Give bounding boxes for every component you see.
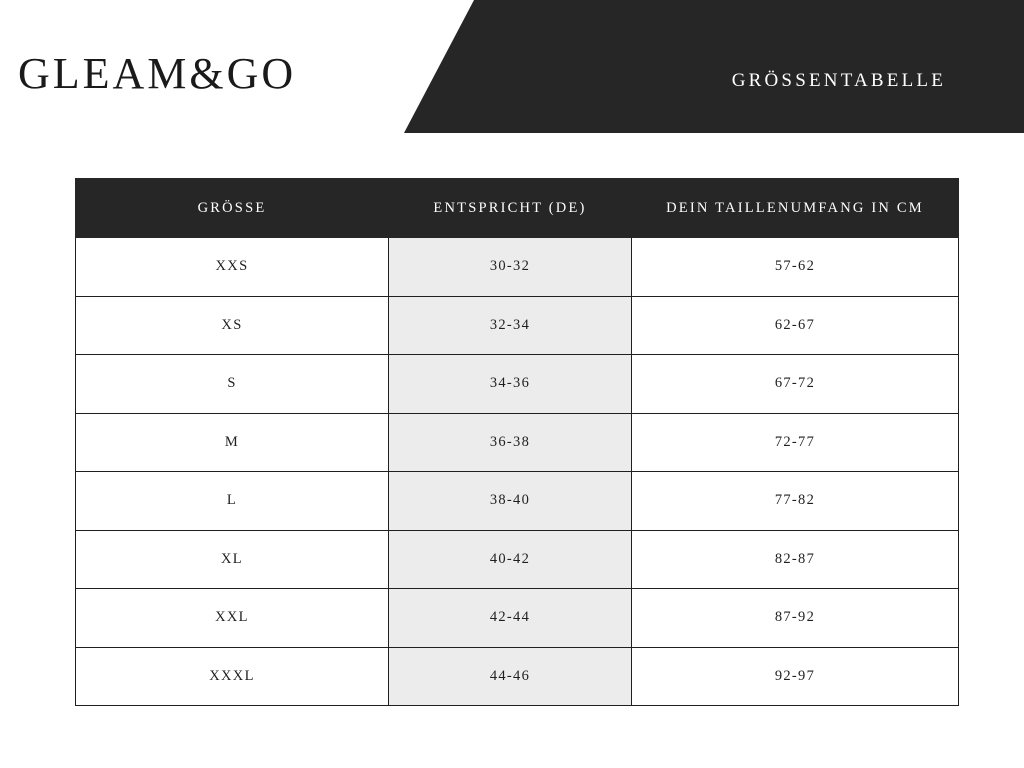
cell-de: 42-44: [389, 589, 632, 648]
column-header-size: GRÖSSE: [76, 179, 389, 238]
cell-size: XL: [76, 530, 389, 589]
table-row: [76, 647, 959, 706]
cell-waist: 92-97: [632, 647, 959, 706]
cell-waist: 87-92: [632, 589, 959, 648]
page-title: GRÖSSENTABELLE: [731, 70, 946, 91]
table-header-row: [76, 179, 959, 238]
cell-waist: 57-62: [632, 238, 959, 297]
table-row: [76, 413, 959, 472]
cell-size: XS: [76, 296, 389, 355]
table-header: [76, 179, 959, 238]
column-header-de: ENTSPRICHT (DE): [389, 179, 632, 238]
header-dark-panel: [404, 0, 1024, 133]
table-row: [76, 472, 959, 531]
cell-de: 32-34: [389, 296, 632, 355]
cell-de: 40-42: [389, 530, 632, 589]
cell-de: 38-40: [389, 472, 632, 531]
table-row: [76, 238, 959, 297]
cell-de: 36-38: [389, 413, 632, 472]
size-table-container: [75, 178, 949, 706]
column-header-waist: DEIN TAILLENUMFANG IN CM: [632, 179, 959, 238]
cell-de: 30-32: [389, 238, 632, 297]
cell-de: 44-46: [389, 647, 632, 706]
cell-size: M: [76, 413, 389, 472]
table-row: [76, 530, 959, 589]
cell-size: L: [76, 472, 389, 531]
table-row: [76, 355, 959, 414]
header: [0, 0, 1024, 133]
table-body: [76, 238, 959, 706]
cell-waist: 62-67: [632, 296, 959, 355]
cell-de: 34-36: [389, 355, 632, 414]
brand-logo: GLEAM&GO: [18, 49, 297, 98]
table-row: [76, 296, 959, 355]
cell-size: XXL: [76, 589, 389, 648]
cell-size: S: [76, 355, 389, 414]
size-table: [75, 178, 959, 706]
cell-waist: 72-77: [632, 413, 959, 472]
cell-waist: 77-82: [632, 472, 959, 531]
table-row: [76, 589, 959, 648]
cell-waist: 82-87: [632, 530, 959, 589]
cell-size: XXXL: [76, 647, 389, 706]
cell-waist: 67-72: [632, 355, 959, 414]
cell-size: XXS: [76, 238, 389, 297]
